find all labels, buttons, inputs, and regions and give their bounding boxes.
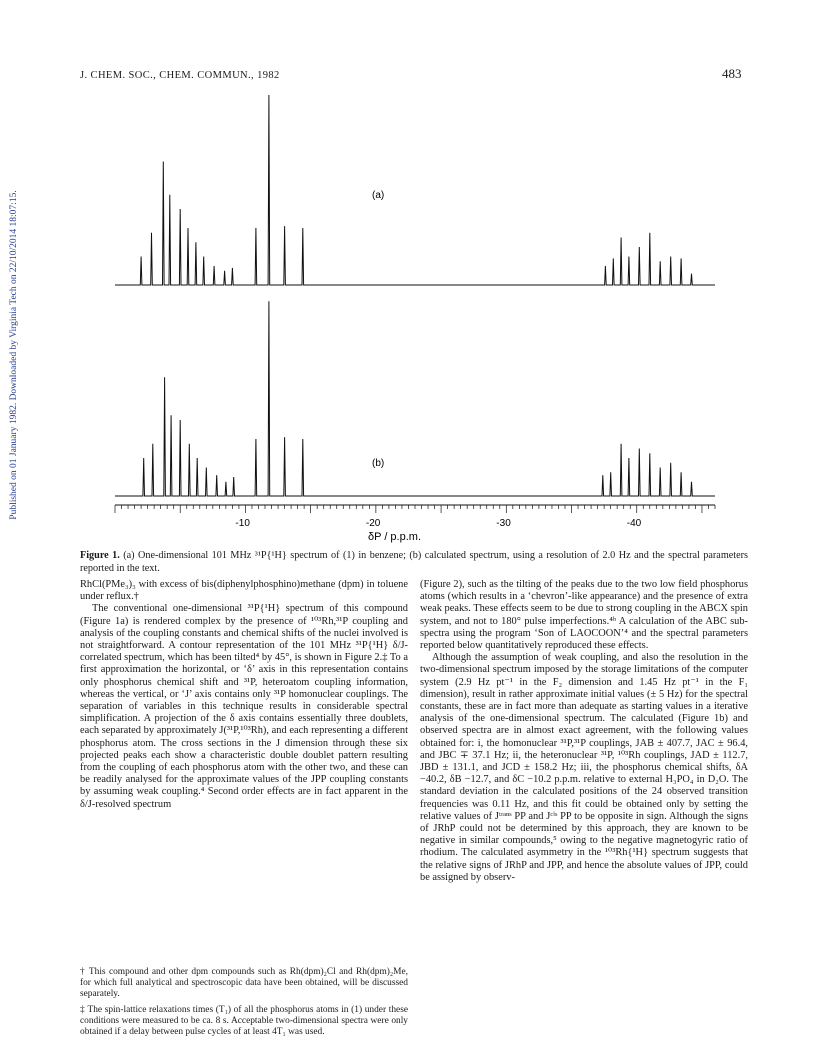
- nmr-figure: [110, 88, 730, 548]
- right-paragraph-1: (Figure 2), such as the tilting of the peaks due to the two low field phosphorus atoms (which results in a ‘chevron’-like appearance) and the presence of extra weak peaks. These effects seem to be due to strong coupling in the ABCX spin system, and not to 180° pulse imperfections.⁴ᵇ A calculation of the ABC sub-spectra using the program ‘Son of LAOCOON’⁴ and the spectral parameters reported below quantitatively reproduced these effects.: [420, 579, 748, 652]
- caption-label: Figure 1.: [80, 550, 120, 561]
- nmr-spectra-plot: [110, 88, 730, 548]
- footnote-double-dagger: ‡ The spin-lattice relaxations times (T₁) of all the phosphorus atoms in (1) under these conditions were measured to be ca. 8 s. Acceptable two-dimensional spectra were only obtained if a delay between pulse cycles of at least 4T₁ was used.: [80, 1005, 408, 1037]
- panel-b-label: (b): [372, 458, 385, 469]
- figure-caption: [80, 550, 748, 575]
- right-paragraph-2: Although the assumption of weak coupling, and also the resolution in the two-dimensional spectrum imposed by the storage limitations of the computer system (2.9 Hz pt⁻¹ in the F₂ dimension and 1.45 Hz pt⁻¹ in the F₁ dimension), result in rather approximate initial values (± 5 Hz) for the spectral constants, these are in fact more than adequate as starting values in a iterative analysis of the one-dimensional spectrum. The calculated (Figure 1b) and observed spectra are in almost exact agreement, with the following values obtained for: i, the homonuclear ³¹P,³¹P couplings, JAB ± 407.7, JAC ± 96.4, and JBC ∓ 37.1 Hz; ii, the heteronuclear ³¹P, ¹⁰³Rh couplings, JAD ± 112.7, JBD ± 131.1, and JCD ± 158.2 Hz; iii, the phosphorus chemical shifts, δA −40.2, δB −12.7, and δC −10.2 p.p.m. relative to external H₃PO₄ in D₂O. The standard deviation in the calculated positions of the 24 observed transition frequencies was 0.11 Hz, and this fit could be obtained only by setting the relative values of Jᵗʳᵃⁿˢ PP and Jᶜⁱˢ PP to be opposite in sign. Although the signs of JRhP could not be determined by this approach, they are known to be negative in similar compounds,⁵ owing to the negative magnetogyric ratio of rhodium. The calculated asymmetry in the ¹⁰³Rh{¹H} spectrum suggests that the relative signs of JRhP and JPP, and hence the absolute values of JPP, could be assigned by observ-: [420, 652, 748, 883]
- panel-a-label: (a): [372, 190, 385, 201]
- spectrum-a-trace: [115, 95, 715, 285]
- caption-text: (a) One-dimensional 101 MHz ³¹P{¹H} spectrum of (1) in benzene; (b) calculated spectrum, using a resolution of 2.0 Hz and the spectral parameters reported in the text.: [80, 550, 748, 574]
- running-head: J. CHEM. SOC., CHEM. COMMUN., 1982: [80, 70, 280, 81]
- ppm-axis: [115, 505, 715, 529]
- spectrum-b-trace: [115, 301, 715, 496]
- left-column: [80, 579, 408, 811]
- tick-label: -10: [235, 518, 250, 529]
- download-watermark: [0, 0, 20, 1060]
- axis-label: δP / p.p.m.: [368, 531, 421, 543]
- page-number: 483: [722, 66, 742, 81]
- tick-label: -30: [496, 518, 511, 529]
- left-paragraph-1: RhCl(PMe₃)₃ with excess of bis(diphenylphosphino)methane (dpm) in toluene under reflux.†: [80, 579, 408, 603]
- footnote-dagger: † This compound and other dpm compounds such as Rh(dpm)₂Cl and Rh(dpm)₂Me, for which full analytical and spectroscopic data have been obtained, will be discussed separately.: [80, 967, 408, 999]
- right-column: [420, 579, 748, 884]
- tick-label: -40: [626, 518, 642, 529]
- tick-label: -20: [365, 518, 381, 529]
- footnotes: [80, 967, 408, 1044]
- left-paragraph-2: The conventional one-dimensional ³¹P{¹H} spectrum of this compound (Figure 1a) is rendered complex by the presence of ¹⁰³Rh,³¹P coupling and analysis of the coupling constants and chemical shifts of the nuclei involved is not straightforward. A contour representation of the 101 MHz ³¹P{¹H} δ/J-correlated spectrum, which has been tilted⁴ by 45°, is shown in Figure 2.‡ To a first approximation the horizontal, or ‘δ’ axis in this representation contains only phosphorus chemical shift and ³¹P, heteroatom coupling information, whereas the vertical, or ‘J’ axis contains only ³¹P homonuclear couplings. The separation of variables in this technique results in considerable spectral simplification. A projection of the δ axis contains essentially three doublets, each separated by approximately J(³¹P,¹⁰³Rh), and each representing a different phosphorus atom. The cross sections in the J dimension through these six projected peaks each show a characteristic double doublet pattern resulting from the coupling of each phosphorus atom with the other two, and these can be readily analysed for the approximate values of the JPP coupling constants by assuming weak coupling.⁴ Second order effects are in fact apparent in the δ/J-resolved spectrum: [80, 603, 408, 810]
- download-note: Published on 01 January 1982. Downloaded by Virginia Tech on 22/10/2014 18:07:15.: [9, 190, 19, 520]
